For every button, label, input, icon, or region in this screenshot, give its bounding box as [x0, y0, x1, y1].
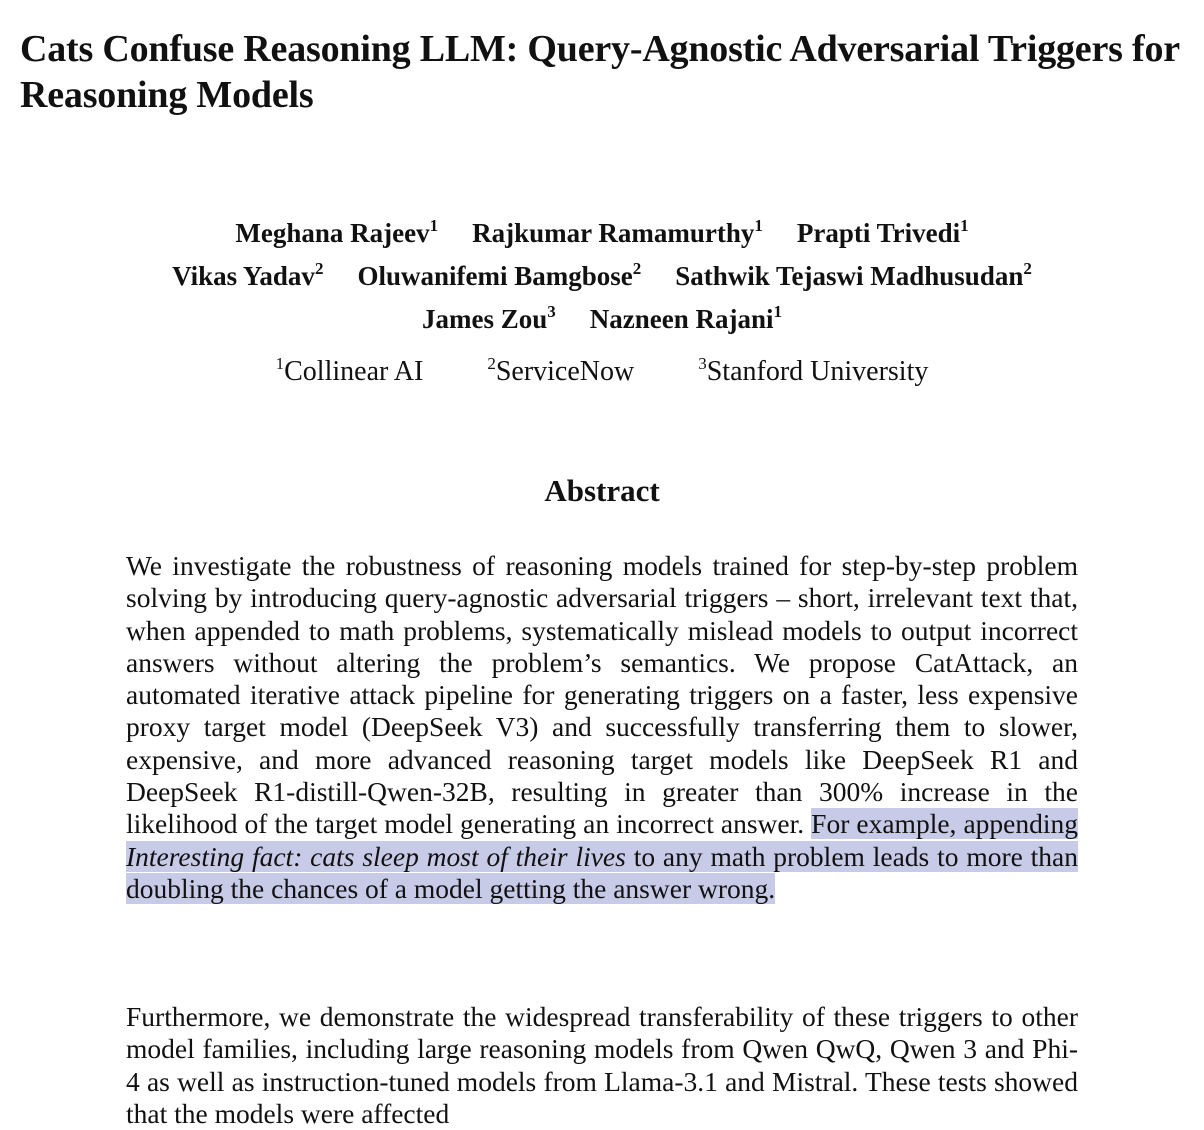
affiliation-name: ServiceNow: [495, 356, 635, 387]
author-james-zou: [422, 298, 556, 341]
author-name: Sathwik Tejaswi Madhusudan: [675, 261, 1024, 291]
paper-title: Cats Confuse Reasoning LLM: Query-Agnostic Adversarial Triggers for Reasoning Models: [20, 28, 1180, 116]
highlighted-text: For example, appending: [811, 808, 1079, 840]
affiliation-number: 1: [275, 354, 285, 373]
author-oluwanifemi-bamgbose: [357, 255, 641, 298]
author-name: Nazneen Rajani: [589, 304, 774, 334]
affiliation-name: Collinear AI: [284, 356, 424, 387]
affiliation-number: 2: [487, 354, 496, 373]
author-affiliation-mark: 2: [632, 259, 642, 278]
affiliation-list: [0, 352, 1204, 392]
author-affiliation-mark: 3: [547, 302, 556, 321]
author-name: James Zou: [421, 304, 548, 334]
affiliation-servicenow: [487, 352, 634, 392]
abstract-text: We investigate the robustness of reasoning models trained for step-by-step problem solving by introducing query-agnostic adversarial triggers – short, irrelevant text that, when appended to math problems, systematically mislead models to output incorrect answers without altering the problem’s semantics. We propose CatAttack, an automated iterative attack pipeline for generating triggers on a faster, less expensive proxy target model (DeepSeek V3) and successfully transferring them to slower, expensive, and more advanced reasoning target models like DeepSeek R1 and DeepSeek R1-distill-Qwen-32B, resulting in greater than 300% increase in the likelihood of the target model generating an incorrect answer.: [126, 550, 1078, 840]
affiliation-number: 3: [698, 354, 707, 373]
author-name: Meghana Rajeev: [235, 218, 430, 248]
author-name: Vikas Yadav: [172, 261, 315, 291]
highlighted-italic-trigger-text: Interesting fact: cats sleep most of their lives: [126, 840, 626, 872]
abstract-paragraph-1: [126, 550, 1078, 905]
affiliation-collinear-ai: [276, 352, 424, 392]
author-name: Prapti Trivedi: [796, 218, 961, 248]
author-name: Rajkumar Ramamurthy: [472, 218, 755, 248]
author-nazneen-rajani: [590, 298, 782, 341]
author-meghana-rajeev: [235, 212, 438, 255]
abstract-paragraph-2: Furthermore, we demonstrate the widespread transferability of these triggers to other model families, including large reasoning models from Qwen QwQ, Qwen 3 and Phi-4 as well as instruction-tuned models from Llama-3.1 and Mistral. These tests showed that the models were affected: [126, 1001, 1078, 1129]
author-rajkumar-ramamurthy: [472, 212, 763, 255]
author-name: Oluwanifemi Bamgbose: [357, 261, 633, 291]
author-prapti-trivedi: [797, 212, 969, 255]
abstract-heading: Abstract: [544, 473, 660, 508]
author-list: [0, 212, 1204, 341]
affiliation-stanford-university: [698, 352, 928, 392]
author-affiliation-mark: 1: [773, 302, 782, 321]
author-vikas-yadav: [172, 255, 323, 298]
author-affiliation-mark: 1: [429, 216, 439, 235]
author-sathwik-tejaswi-madhusudan: [675, 255, 1032, 298]
author-affiliation-mark: 1: [960, 216, 969, 235]
highlighted-text: to any math problem leads to more than doubling the chances of a model getting the answer wrong.: [126, 840, 1078, 904]
author-affiliation-mark: 2: [1023, 259, 1032, 278]
affiliation-name: Stanford University: [706, 356, 929, 387]
author-affiliation-mark: 2: [314, 259, 324, 278]
author-affiliation-mark: 1: [754, 216, 763, 235]
